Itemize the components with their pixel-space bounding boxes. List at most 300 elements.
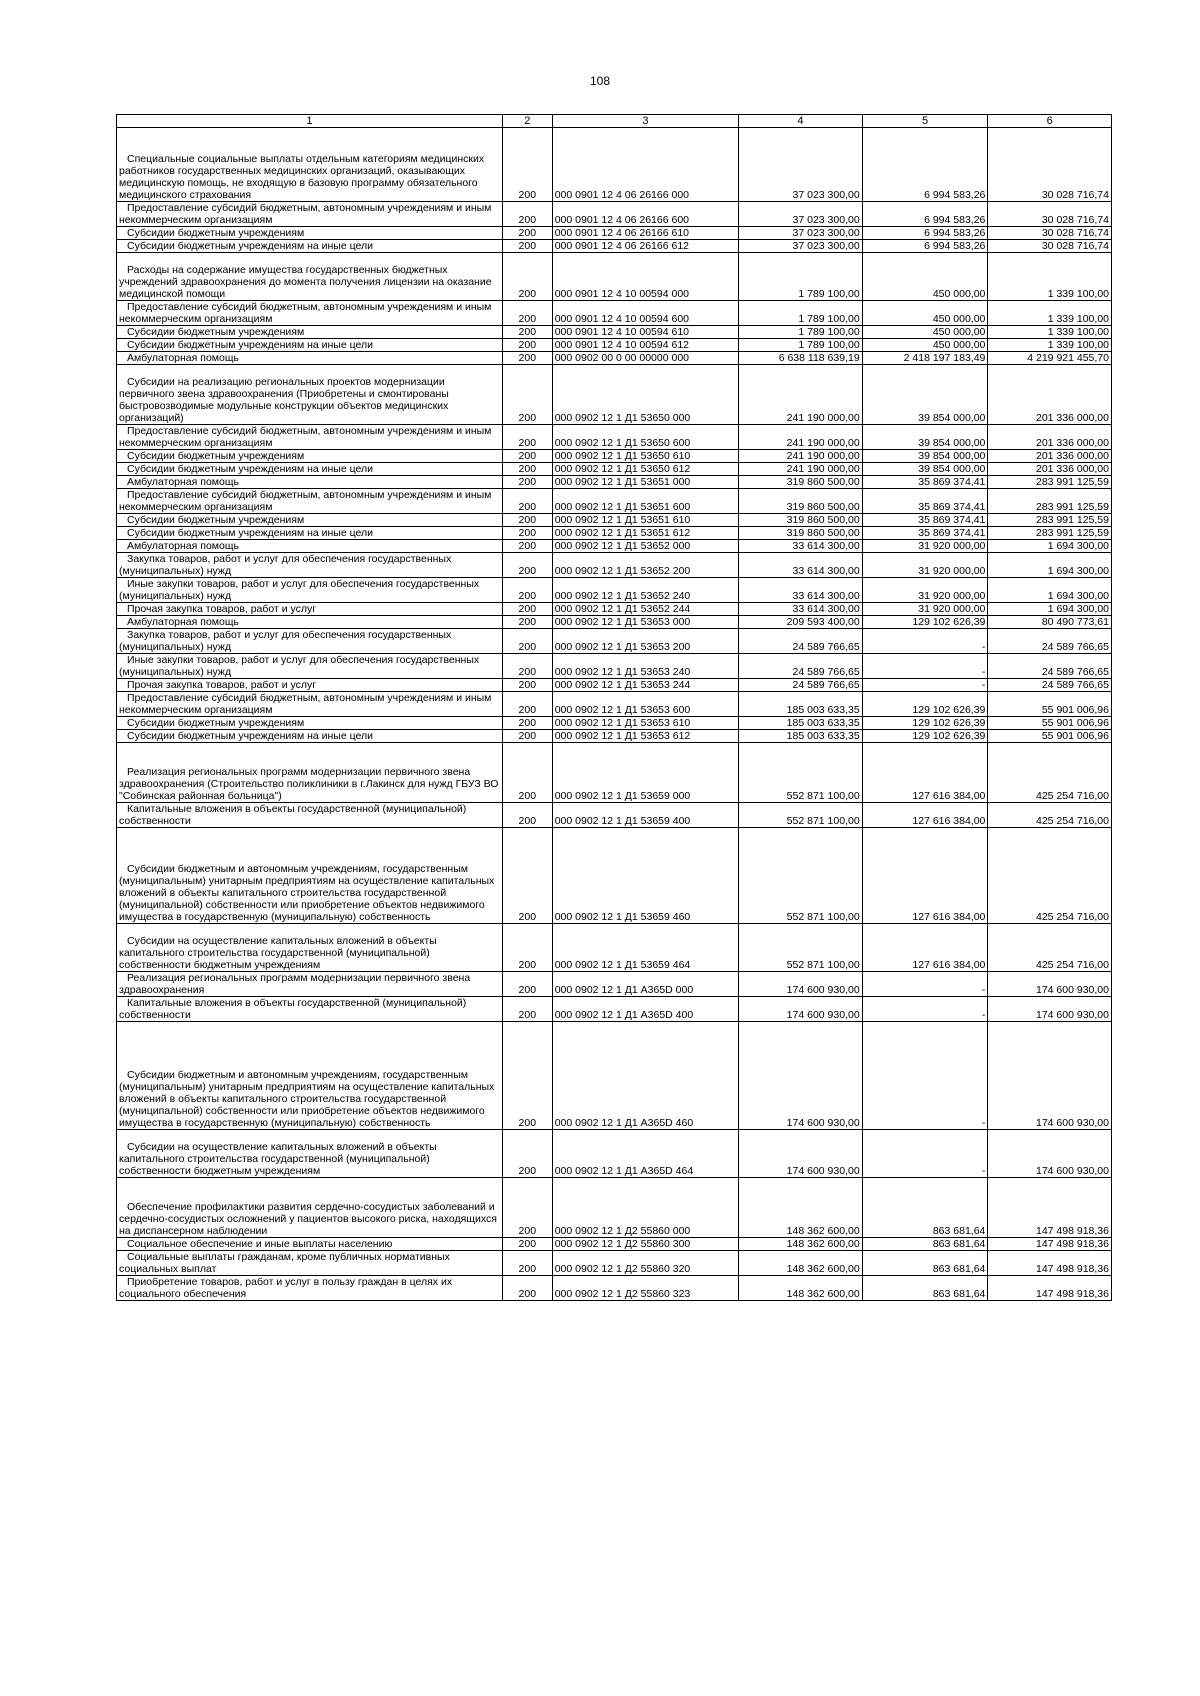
table-row <box>117 679 1112 692</box>
row-name-text: Субсидии бюджетным учреждениям <box>127 326 305 338</box>
row-approved-amount-text: 241 190 000,00 <box>786 463 860 475</box>
row-name-cell <box>117 365 503 425</box>
table-row <box>117 425 1112 450</box>
row-classification-code-text: 000 0902 12 1 Д2 55860 320 <box>554 1263 691 1275</box>
row-executed-amount-cell <box>862 1251 988 1276</box>
row-code-cell <box>502 540 552 553</box>
row-code-text: 200 <box>518 1263 537 1275</box>
row-unexecuted-amount-text: 1 694 300,00 <box>1047 565 1109 577</box>
table-row <box>117 240 1112 253</box>
row-name-cell <box>117 514 503 527</box>
row-executed-amount-cell <box>862 450 988 463</box>
row-executed-amount-text: 450 000,00 <box>932 326 986 338</box>
row-unexecuted-amount-cell <box>988 1238 1112 1251</box>
row-approved-amount-cell <box>739 476 863 489</box>
table-row <box>117 476 1112 489</box>
row-code-text: 200 <box>518 476 537 488</box>
row-name-text: Приобретение товаров, работ и услуг в пользу граждан в целях их социального обеспечения <box>119 1276 453 1300</box>
row-executed-amount-cell <box>862 1178 988 1238</box>
row-approved-amount-text: 148 362 600,00 <box>786 1288 860 1300</box>
row-name-cell <box>117 301 503 326</box>
row-executed-amount-cell <box>862 1238 988 1251</box>
row-executed-amount-text: 35 869 374,41 <box>918 527 986 539</box>
row-unexecuted-amount-cell <box>988 365 1112 425</box>
row-classification-code-text: 000 0902 12 1 Д2 55860 000 <box>554 1225 691 1237</box>
row-executed-amount-cell <box>862 326 988 339</box>
row-approved-amount-text: 319 860 500,00 <box>786 501 860 513</box>
row-executed-amount-text: - <box>981 666 986 678</box>
row-approved-amount-text: 241 190 000,00 <box>786 450 860 462</box>
row-unexecuted-amount-cell <box>988 202 1112 227</box>
row-unexecuted-amount-text: 425 254 716,00 <box>1036 911 1109 923</box>
row-unexecuted-amount-cell <box>988 425 1112 450</box>
table-row <box>117 301 1112 326</box>
row-unexecuted-amount-cell <box>988 476 1112 489</box>
row-code-cell <box>502 202 552 227</box>
row-executed-amount-cell <box>862 654 988 679</box>
row-classification-code-cell <box>552 603 738 616</box>
row-approved-amount-cell <box>739 603 863 616</box>
row-code-text: 200 <box>518 984 537 996</box>
row-unexecuted-amount-text: 55 901 006,96 <box>1041 717 1109 729</box>
table-header-row <box>117 115 1112 128</box>
table-row <box>117 1130 1112 1178</box>
row-classification-code-text: 000 0902 12 1 Д1 53651 612 <box>554 527 691 539</box>
row-classification-code-text: 000 0902 12 1 Д1 53653 244 <box>554 679 691 691</box>
row-name-cell <box>117 1238 503 1251</box>
row-approved-amount-text: 37 023 300,00 <box>792 189 860 201</box>
row-code-cell <box>502 352 552 365</box>
table-row <box>117 553 1112 578</box>
row-approved-amount-text: 552 871 100,00 <box>786 815 860 827</box>
table-row <box>117 527 1112 540</box>
row-name-text: Субсидии бюджетным учреждениям на иные цели <box>127 463 373 475</box>
row-classification-code-cell <box>552 1276 738 1301</box>
row-name-cell <box>117 527 503 540</box>
row-code-text: 200 <box>518 227 537 239</box>
row-approved-amount-text: 6 638 118 639,19 <box>778 352 860 364</box>
row-classification-code-text: 000 0902 12 1 Д1 53653 610 <box>554 717 691 729</box>
row-classification-code-text: 000 0902 12 1 Д1 53650 610 <box>554 450 691 462</box>
row-classification-code-cell <box>552 803 738 828</box>
row-code-cell <box>502 924 552 972</box>
row-unexecuted-amount-cell <box>988 578 1112 603</box>
row-classification-code-cell <box>552 553 738 578</box>
row-classification-code-cell <box>552 202 738 227</box>
row-unexecuted-amount-text: 1 339 100,00 <box>1047 313 1109 325</box>
row-classification-code-cell <box>552 128 738 202</box>
row-executed-amount-text: 6 994 583,26 <box>924 240 986 252</box>
row-approved-amount-text: 33 614 300,00 <box>792 603 860 615</box>
row-approved-amount-text: 185 003 633,35 <box>786 730 860 742</box>
row-code-text: 200 <box>518 1009 537 1021</box>
row-code-cell <box>502 240 552 253</box>
row-code-text: 200 <box>518 790 537 802</box>
row-unexecuted-amount-cell <box>988 692 1112 717</box>
row-classification-code-text: 000 0902 12 1 Д2 55860 300 <box>554 1238 691 1250</box>
row-approved-amount-text: 174 600 930,00 <box>786 984 860 996</box>
row-executed-amount-cell <box>862 301 988 326</box>
row-classification-code-text: 000 0901 12 4 10 00594 612 <box>554 339 689 351</box>
row-approved-amount-text: 148 362 600,00 <box>786 1238 860 1250</box>
row-unexecuted-amount-text: 201 336 000,00 <box>1036 450 1109 462</box>
row-approved-amount-cell <box>739 489 863 514</box>
row-classification-code-cell <box>552 1022 738 1130</box>
table-row <box>117 730 1112 743</box>
row-name-text: Амбулаторная помощь <box>127 540 239 552</box>
table-row <box>117 326 1112 339</box>
row-executed-amount-cell <box>862 553 988 578</box>
row-executed-amount-text: 31 920 000,00 <box>918 603 986 615</box>
row-code-cell <box>502 1130 552 1178</box>
row-classification-code-text: 000 0902 00 0 00 00000 000 <box>554 352 689 364</box>
row-classification-code-cell <box>552 463 738 476</box>
row-approved-amount-text: 1 789 100,00 <box>798 288 860 300</box>
table-row <box>117 128 1112 202</box>
row-unexecuted-amount-text: 4 219 921 455,70 <box>1027 352 1109 364</box>
row-name-text: Капитальные вложения в объекты государственной (муниципальной) собственности <box>119 803 467 827</box>
row-executed-amount-cell <box>862 578 988 603</box>
row-classification-code-text: 000 0901 12 4 10 00594 600 <box>554 313 689 325</box>
row-classification-code-cell <box>552 1251 738 1276</box>
row-unexecuted-amount-text: 55 901 006,96 <box>1041 730 1109 742</box>
row-classification-code-cell <box>552 828 738 924</box>
row-unexecuted-amount-text: 283 991 125,59 <box>1036 501 1109 513</box>
row-code-text: 200 <box>518 641 537 653</box>
row-code-cell <box>502 730 552 743</box>
row-classification-code-text: 000 0902 12 1 Д1 53653 000 <box>554 616 691 628</box>
table-row <box>117 1238 1112 1251</box>
row-approved-amount-cell <box>739 463 863 476</box>
row-approved-amount-cell <box>739 202 863 227</box>
row-executed-amount-cell <box>862 692 988 717</box>
row-classification-code-text: 000 0902 12 1 Д1 53650 600 <box>554 437 691 449</box>
row-name-text: Иные закупки товаров, работ и услуг для обеспечения государственных (муниципальных) нужд <box>119 654 480 678</box>
row-executed-amount-text: 450 000,00 <box>932 288 986 300</box>
row-executed-amount-text: - <box>981 984 986 996</box>
row-code-text: 200 <box>518 214 537 226</box>
row-classification-code-text: 000 0902 12 1 Д1 53653 240 <box>554 666 691 678</box>
row-code-text: 200 <box>518 527 537 539</box>
row-classification-code-cell <box>552 997 738 1022</box>
table-row <box>117 1251 1112 1276</box>
row-code-cell <box>502 489 552 514</box>
row-executed-amount-cell <box>862 514 988 527</box>
table-row <box>117 654 1112 679</box>
row-code-cell <box>502 553 552 578</box>
row-unexecuted-amount-cell <box>988 629 1112 654</box>
row-code-text: 200 <box>518 1225 537 1237</box>
row-unexecuted-amount-cell <box>988 301 1112 326</box>
row-code-cell <box>502 717 552 730</box>
row-executed-amount-text: 129 102 626,39 <box>912 717 986 729</box>
row-code-text: 200 <box>518 450 537 462</box>
row-approved-amount-cell <box>739 339 863 352</box>
row-classification-code-text: 000 0902 12 1 Д1 53650 000 <box>554 412 691 424</box>
row-code-cell <box>502 326 552 339</box>
row-code-text: 200 <box>518 565 537 577</box>
column-header: 6 <box>988 115 1112 128</box>
row-name-text: Субсидии на осуществление капитальных вложений в объекты капитального строительства государственной (муниципальной) собственности бюджетным учреждениям <box>119 935 437 971</box>
row-unexecuted-amount-cell <box>988 616 1112 629</box>
row-code-cell <box>502 253 552 301</box>
row-executed-amount-cell <box>862 1276 988 1301</box>
row-unexecuted-amount-cell <box>988 450 1112 463</box>
row-unexecuted-amount-text: 283 991 125,59 <box>1036 514 1109 526</box>
row-classification-code-text: 000 0902 12 1 Д1 53651 610 <box>554 514 691 526</box>
row-executed-amount-cell <box>862 489 988 514</box>
column-header: 4 <box>739 115 863 128</box>
row-code-text: 200 <box>518 666 537 678</box>
row-approved-amount-cell <box>739 128 863 202</box>
row-unexecuted-amount-text: 24 589 766,65 <box>1041 666 1109 678</box>
row-unexecuted-amount-text: 283 991 125,59 <box>1036 476 1109 488</box>
row-approved-amount-cell <box>739 227 863 240</box>
row-approved-amount-text: 174 600 930,00 <box>786 1165 860 1177</box>
row-approved-amount-cell <box>739 828 863 924</box>
table-row <box>117 463 1112 476</box>
row-executed-amount-cell <box>862 202 988 227</box>
row-unexecuted-amount-text: 30 028 716,74 <box>1041 189 1109 201</box>
row-code-text: 200 <box>518 1117 537 1129</box>
row-classification-code-cell <box>552 924 738 972</box>
row-name-text: Амбулаторная помощь <box>127 616 239 628</box>
row-classification-code-cell <box>552 629 738 654</box>
row-unexecuted-amount-text: 1 694 300,00 <box>1047 590 1109 602</box>
row-executed-amount-text: 6 994 583,26 <box>924 214 986 226</box>
row-name-text: Субсидии бюджетным учреждениям <box>127 227 305 239</box>
row-code-cell <box>502 603 552 616</box>
row-approved-amount-cell <box>739 1276 863 1301</box>
row-name-cell <box>117 553 503 578</box>
row-approved-amount-cell <box>739 1130 863 1178</box>
row-code-text: 200 <box>518 437 537 449</box>
row-classification-code-cell <box>552 352 738 365</box>
row-classification-code-cell <box>552 301 738 326</box>
row-name-text: Субсидии на осуществление капитальных вложений в объекты капитального строительства государственной (муниципальной) собственности бюджетным учреждениям <box>119 1141 437 1177</box>
row-code-cell <box>502 629 552 654</box>
row-unexecuted-amount-cell <box>988 717 1112 730</box>
row-approved-amount-text: 24 589 766,65 <box>792 641 860 653</box>
row-unexecuted-amount-cell <box>988 128 1112 202</box>
row-name-text: Социальное обеспечение и иные выплаты населению <box>127 1238 393 1250</box>
row-unexecuted-amount-cell <box>988 743 1112 803</box>
row-name-cell <box>117 692 503 717</box>
row-executed-amount-text: 39 854 000,00 <box>918 463 986 475</box>
table-row <box>117 365 1112 425</box>
row-approved-amount-cell <box>739 425 863 450</box>
row-approved-amount-text: 552 871 100,00 <box>786 959 860 971</box>
row-code-text: 200 <box>518 616 537 628</box>
row-unexecuted-amount-cell <box>988 730 1112 743</box>
row-approved-amount-cell <box>739 997 863 1022</box>
row-name-cell <box>117 489 503 514</box>
row-unexecuted-amount-text: 1 339 100,00 <box>1047 288 1109 300</box>
row-name-text: Субсидии на реализацию региональных проектов модернизации первичного звена здравоохранения (Приобретены и смонтированы быстровозводимые модульные конструкции объектов медицинских организаций) <box>119 376 449 424</box>
table-row <box>117 450 1112 463</box>
row-name-text: Амбулаторная помощь <box>127 476 239 488</box>
row-name-cell <box>117 326 503 339</box>
row-classification-code-text: 000 0902 12 1 Д1 53653 200 <box>554 641 691 653</box>
row-classification-code-text: 000 0902 12 1 Д1 53652 200 <box>554 565 691 577</box>
row-name-cell <box>117 1022 503 1130</box>
row-unexecuted-amount-text: 283 991 125,59 <box>1036 527 1109 539</box>
row-name-cell <box>117 463 503 476</box>
row-executed-amount-text: 6 994 583,26 <box>924 227 986 239</box>
row-code-cell <box>502 1276 552 1301</box>
row-executed-amount-cell <box>862 352 988 365</box>
row-executed-amount-text: 129 102 626,39 <box>912 704 986 716</box>
row-executed-amount-text: 127 616 384,00 <box>912 790 986 802</box>
row-classification-code-cell <box>552 1178 738 1238</box>
row-classification-code-text: 000 0902 12 1 Д1 53659 464 <box>554 959 691 971</box>
row-code-cell <box>502 654 552 679</box>
row-approved-amount-text: 552 871 100,00 <box>786 790 860 802</box>
row-code-text: 200 <box>518 326 537 338</box>
row-unexecuted-amount-text: 24 589 766,65 <box>1041 641 1109 653</box>
row-unexecuted-amount-text: 174 600 930,00 <box>1036 1009 1109 1021</box>
row-executed-amount-text: - <box>981 679 986 691</box>
row-unexecuted-amount-cell <box>988 679 1112 692</box>
row-unexecuted-amount-text: 24 589 766,65 <box>1041 679 1109 691</box>
row-unexecuted-amount-text: 1 694 300,00 <box>1047 603 1109 615</box>
row-unexecuted-amount-text: 425 254 716,00 <box>1036 815 1109 827</box>
row-approved-amount-text: 33 614 300,00 <box>792 540 860 552</box>
row-executed-amount-cell <box>862 603 988 616</box>
column-header: 3 <box>552 115 738 128</box>
row-name-text: Социальные выплаты гражданам, кроме публичных нормативных социальных выплат <box>119 1251 450 1275</box>
row-approved-amount-cell <box>739 1251 863 1276</box>
row-name-cell <box>117 1251 503 1276</box>
row-name-text: Амбулаторная помощь <box>127 352 239 364</box>
row-executed-amount-cell <box>862 476 988 489</box>
table-row <box>117 339 1112 352</box>
row-unexecuted-amount-text: 30 028 716,74 <box>1041 227 1109 239</box>
row-executed-amount-text: 35 869 374,41 <box>918 476 986 488</box>
row-code-cell <box>502 339 552 352</box>
row-name-cell <box>117 629 503 654</box>
row-unexecuted-amount-cell <box>988 553 1112 578</box>
row-name-cell <box>117 227 503 240</box>
row-executed-amount-cell <box>862 972 988 997</box>
row-approved-amount-text: 241 190 000,00 <box>786 437 860 449</box>
row-classification-code-cell <box>552 616 738 629</box>
row-classification-code-text: 000 0902 12 1 Д1 53651 000 <box>554 476 691 488</box>
table-row <box>117 352 1112 365</box>
row-classification-code-cell <box>552 717 738 730</box>
row-executed-amount-cell <box>862 365 988 425</box>
row-classification-code-cell <box>552 679 738 692</box>
row-code-cell <box>502 514 552 527</box>
row-executed-amount-text: 6 994 583,26 <box>924 189 986 201</box>
row-unexecuted-amount-text: 147 498 918,36 <box>1036 1225 1109 1237</box>
row-approved-amount-text: 37 023 300,00 <box>792 227 860 239</box>
row-approved-amount-cell <box>739 924 863 972</box>
row-code-text: 200 <box>518 412 537 424</box>
row-code-cell <box>502 1251 552 1276</box>
row-unexecuted-amount-text: 201 336 000,00 <box>1036 437 1109 449</box>
row-unexecuted-amount-cell <box>988 463 1112 476</box>
row-code-cell <box>502 578 552 603</box>
row-approved-amount-text: 209 593 400,00 <box>786 616 860 628</box>
row-approved-amount-text: 319 860 500,00 <box>786 514 860 526</box>
row-code-cell <box>502 997 552 1022</box>
row-classification-code-cell <box>552 743 738 803</box>
row-unexecuted-amount-text: 30 028 716,74 <box>1041 240 1109 252</box>
row-unexecuted-amount-text: 201 336 000,00 <box>1036 412 1109 424</box>
row-name-cell <box>117 128 503 202</box>
row-unexecuted-amount-cell <box>988 253 1112 301</box>
row-unexecuted-amount-cell <box>988 828 1112 924</box>
row-approved-amount-cell <box>739 730 863 743</box>
row-classification-code-cell <box>552 1238 738 1251</box>
row-approved-amount-text: 148 362 600,00 <box>786 1225 860 1237</box>
row-executed-amount-text: - <box>981 1117 986 1129</box>
table-row <box>117 743 1112 803</box>
row-name-cell <box>117 679 503 692</box>
table-row <box>117 803 1112 828</box>
row-code-text: 200 <box>518 240 537 252</box>
row-name-cell <box>117 339 503 352</box>
row-unexecuted-amount-cell <box>988 924 1112 972</box>
row-executed-amount-cell <box>862 717 988 730</box>
row-executed-amount-cell <box>862 924 988 972</box>
row-name-text: Субсидии бюджетным и автономным учреждениям, государственным (муниципальным) унитарным предприятиям на осуществление капитальных вложений в объекты капитального строительства государственной (муниципальной) собственности или приобретение объектов недвижимого имущества в государственную (муниципальную) собственность <box>119 863 495 923</box>
row-name-cell <box>117 1130 503 1178</box>
row-classification-code-text: 000 0902 12 1 Д1 А365D 464 <box>554 1165 694 1177</box>
row-code-cell <box>502 828 552 924</box>
row-classification-code-text: 000 0901 12 4 06 26166 000 <box>554 189 689 201</box>
row-approved-amount-cell <box>739 540 863 553</box>
table-row <box>117 1276 1112 1301</box>
row-executed-amount-cell <box>862 339 988 352</box>
row-unexecuted-amount-text: 30 028 716,74 <box>1041 214 1109 226</box>
row-approved-amount-cell <box>739 553 863 578</box>
row-code-cell <box>502 1178 552 1238</box>
row-executed-amount-text: 127 616 384,00 <box>912 959 986 971</box>
row-executed-amount-text: 863 681,64 <box>932 1238 986 1250</box>
row-unexecuted-amount-text: 174 600 930,00 <box>1036 1117 1109 1129</box>
row-unexecuted-amount-text: 425 254 716,00 <box>1036 790 1109 802</box>
row-unexecuted-amount-cell <box>988 227 1112 240</box>
row-executed-amount-text: 2 418 197 183,49 <box>903 352 986 364</box>
row-code-text: 200 <box>518 514 537 526</box>
row-approved-amount-cell <box>739 654 863 679</box>
row-code-text: 200 <box>518 313 537 325</box>
row-code-text: 200 <box>518 501 537 513</box>
row-executed-amount-text: 31 920 000,00 <box>918 565 986 577</box>
row-classification-code-cell <box>552 654 738 679</box>
row-unexecuted-amount-cell <box>988 997 1112 1022</box>
row-unexecuted-amount-cell <box>988 514 1112 527</box>
row-classification-code-text: 000 0901 12 4 06 26166 612 <box>554 240 689 252</box>
row-approved-amount-text: 1 789 100,00 <box>798 326 860 338</box>
row-classification-code-text: 000 0902 12 1 Д1 А365D 460 <box>554 1117 694 1129</box>
row-name-text: Закупка товаров, работ и услуг для обеспечения государственных (муниципальных) нужд <box>119 553 452 577</box>
row-name-cell <box>117 743 503 803</box>
row-classification-code-text: 000 0902 12 1 Д1 53659 000 <box>554 790 691 802</box>
row-unexecuted-amount-cell <box>988 1178 1112 1238</box>
row-name-text: Расходы на содержание имущества государственных бюджетных учреждений здравоохранения до момента получения лицензии на оказание медицинской помощи <box>119 264 492 300</box>
row-unexecuted-amount-text: 174 600 930,00 <box>1036 984 1109 996</box>
row-classification-code-cell <box>552 339 738 352</box>
row-executed-amount-text: 863 681,64 <box>932 1263 986 1275</box>
row-approved-amount-cell <box>739 352 863 365</box>
row-classification-code-text: 000 0901 12 4 10 00594 610 <box>554 326 689 338</box>
row-executed-amount-text: 129 102 626,39 <box>912 616 986 628</box>
row-executed-amount-cell <box>862 463 988 476</box>
row-executed-amount-text: 39 854 000,00 <box>918 437 986 449</box>
